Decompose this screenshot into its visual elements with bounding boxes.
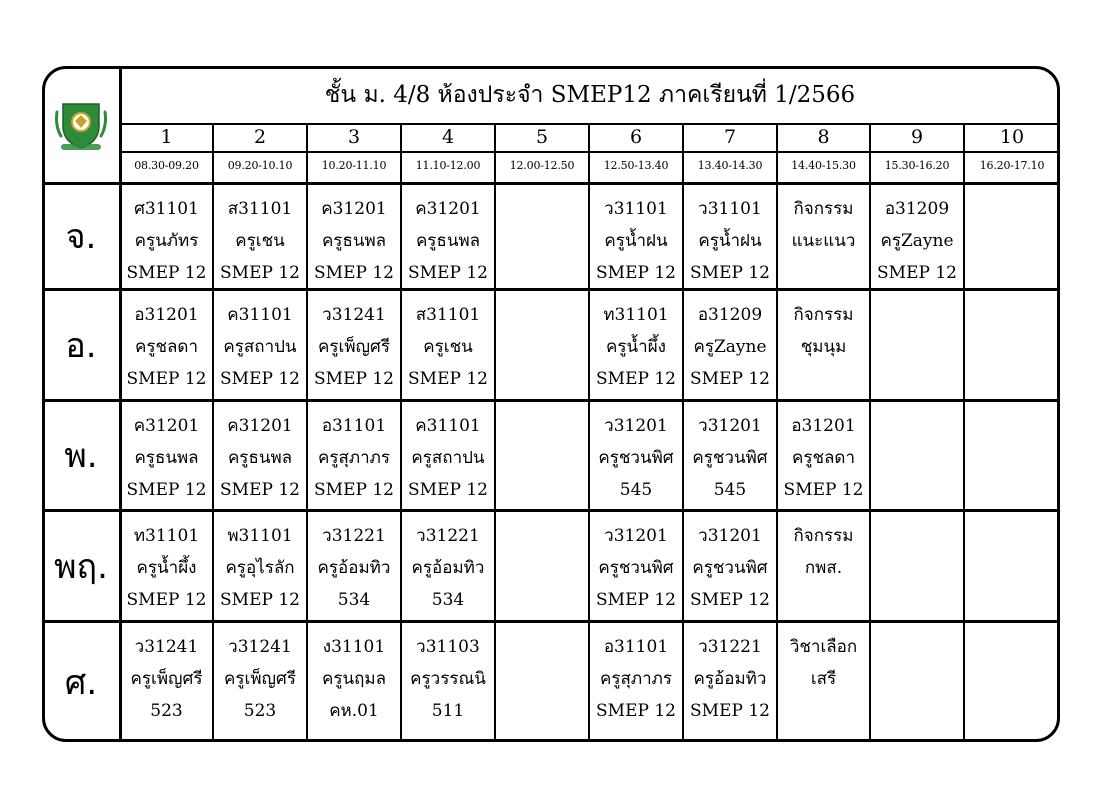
room-label: 523 [243,701,277,721]
room-label: SMEP 12 [220,590,300,610]
teacher-name: ครูอุไรลัก [225,558,295,578]
period-number: 10 [999,126,1025,148]
grid-hline [42,182,1060,185]
schedule-cell [213,510,307,621]
room-label: SMEP 12 [690,590,770,610]
schedule-cell [401,621,495,742]
grid-vline [306,124,308,742]
schedule-cell [495,289,589,400]
period-time: 14.40-15.30 [791,159,856,172]
period-number: 2 [253,126,267,148]
subject-code: ค31101 [227,305,293,325]
grid-vline [119,66,122,742]
schedule-cell [307,289,401,400]
grid-hline [120,151,1060,153]
period-number: 4 [441,126,455,148]
period-number: 8 [817,126,830,148]
schedule-cell [589,289,683,400]
schedule-cell [683,400,777,510]
room-label: SMEP 12 [690,369,770,389]
period-number: 7 [723,126,737,148]
day-label: พฤ. [54,546,108,587]
teacher-name: ครูZayne [693,337,767,357]
schedule-cell [495,400,589,510]
schedule-cell [401,400,495,510]
subject-code: อ31201 [134,305,199,325]
schedule-cell [307,183,401,289]
room-label: SMEP 12 [220,480,300,500]
schedule-cell [777,510,870,621]
subject-code: ว31101 [698,199,762,219]
room-label: SMEP 12 [126,590,207,610]
schedule-cell [401,510,495,621]
page-title: ชั้น ม. 4/8 ห้องประจำ SMEP12 ภาคเรียนที่ 1/2566 [324,82,856,108]
schedule-cell [683,289,777,400]
room-label: SMEP 12 [408,369,488,389]
period-time: 16.20-17.10 [979,159,1045,172]
period-number: 6 [629,126,643,148]
day-label: พ. [64,436,98,476]
schedule-cell [589,621,683,742]
schedule-cell [964,289,1060,400]
teacher-name: ครูธนพล [321,231,387,251]
schedule-cell [683,621,777,742]
period-time: 15.30-16.20 [884,159,950,172]
schedule-cell [777,183,870,289]
teacher-name: ครูเพ็ญศรี [318,337,390,357]
logo-cell [42,66,120,183]
subject-code: ว31201 [698,526,762,546]
teacher-name: ครูนภัทร [134,231,199,251]
schedule-cell [683,510,777,621]
timetable [42,66,1060,742]
room-label: คห.01 [329,701,379,721]
grid-vline [588,124,590,742]
subject-code: วิชาเลือก [789,637,858,657]
subject-code: อ31101 [321,416,387,436]
day-label: จ. [65,217,97,257]
room-label: SMEP 12 [690,701,770,721]
subject-code: ท31101 [133,526,200,546]
teacher-name: ครูZayne [880,231,954,251]
teacher-name: ครูชลดา [134,337,199,357]
day-label: ศ. [64,662,98,703]
room-label: SMEP 12 [596,701,676,721]
subject-code: ค31201 [133,416,200,436]
subject-code: ว31201 [698,416,762,436]
teacher-name: ครูชวนพิศ [692,558,768,578]
schedule-cell [120,400,213,510]
room-label: SMEP 12 [596,590,676,610]
schedule-cell [589,400,683,510]
subject-code: ว31241 [134,637,199,657]
room-label: SMEP 12 [783,480,864,500]
grid-hline [42,509,1060,512]
teacher-name: ครูอ้อมทิว [317,558,391,578]
subject-code: ว31221 [416,526,480,546]
room-label: 545 [619,480,653,500]
teacher-name: ครูสถาปน [223,337,297,357]
room-label: SMEP 12 [877,263,957,283]
schedule-cell [120,510,213,621]
period-time: 12.50-13.40 [603,159,669,172]
teacher-name: ครูน้ำฝน [698,231,762,251]
subject-code: ว31103 [416,637,480,657]
subject-code: กิจกรรม [793,305,854,325]
period-time: 08.30-09.20 [134,159,199,172]
subject-code: อ31209 [884,199,950,219]
period-time: 11.10-12.00 [415,159,481,172]
teacher-name: ครูน้ำฝน [604,231,668,251]
schedule-cell [495,621,589,742]
teacher-name: ครูวรรณนิ [410,669,486,689]
schedule-cell [120,289,213,400]
subject-code: ส31101 [227,199,293,219]
teacher-name: ครูธนพล [227,448,293,468]
schedule-cell [401,289,495,400]
subject-code: ค31201 [415,199,481,219]
period-time: 09.20-10.10 [227,159,293,172]
teacher-name: ครูชวนพิศ [598,448,674,468]
room-label: SMEP 12 [596,369,676,389]
schedule-cell [870,183,964,289]
subject-code: ศ31101 [134,199,199,219]
period-number: 3 [347,126,361,148]
teacher-name: ครูนฤมล [321,669,387,689]
teacher-name: กพส. [804,558,843,578]
teacher-name: ชุมนุม [800,337,847,357]
schedule-cell [213,183,307,289]
subject-code: ง31101 [322,637,386,657]
subject-code: ว31201 [604,526,668,546]
period-time: 12.00-12.50 [509,159,575,172]
teacher-name: ครูเชน [423,337,473,357]
subject-code: ว31221 [322,526,386,546]
room-label: 545 [713,480,747,500]
subject-code: ว31241 [228,637,292,657]
teacher-name: ครูเพ็ญศรี [130,669,203,689]
grid-vline [212,124,214,742]
subject-code: กิจกรรม [793,526,854,546]
grid-vline [682,124,684,742]
grid-vline [400,124,402,742]
teacher-name: ครูธนพล [134,448,199,468]
teacher-name: ครูอ้อมทิว [693,669,767,689]
teacher-name: ครูเชน [235,231,285,251]
room-label: SMEP 12 [690,263,770,283]
period-number: 5 [535,126,549,148]
schedule-cell [213,400,307,510]
schedule-cell [213,289,307,400]
grid-vline [963,124,965,742]
room-label: SMEP 12 [408,480,488,500]
room-label: SMEP 12 [314,480,394,500]
room-label: 511 [431,701,465,721]
teacher-name: ครูชวนพิศ [598,558,674,578]
schedule-cell [964,400,1060,510]
teacher-name: ครูอ้อมทิว [411,558,485,578]
schedule-cell [870,400,964,510]
teacher-name: ครูธนพล [415,231,481,251]
schedule-cell [307,621,401,742]
day-label: อ. [65,325,97,366]
teacher-name: ครูน้ำผึ้ง [136,558,197,578]
subject-code: ค31101 [415,416,481,436]
period-time: 10.20-11.10 [321,159,387,172]
schedule-cell [870,289,964,400]
room-label: SMEP 12 [220,369,300,389]
schedule-cell [870,510,964,621]
room-label: SMEP 12 [314,263,394,283]
period-number: 1 [160,126,173,148]
subject-code: อ31201 [791,416,856,436]
grid-hline [42,399,1060,402]
teacher-name: ครูสุภาภร [318,448,390,468]
subject-code: ว31101 [604,199,668,219]
subject-code: ท31101 [603,305,669,325]
teacher-name: ครูชลดา [791,448,856,468]
room-label: 523 [150,701,183,721]
room-label: SMEP 12 [126,480,207,500]
schedule-cell [495,183,589,289]
schedule-cell [870,621,964,742]
subject-code: ส31101 [415,305,481,325]
schedule-cell [589,183,683,289]
room-label: 534 [337,590,371,610]
schedule-cell [964,510,1060,621]
teacher-name: ครูน้ำผึ้ง [606,337,666,357]
subject-code: กิจกรรม [793,199,854,219]
teacher-name: ครูสถาปน [411,448,485,468]
schedule-cell [589,510,683,621]
schedule-cell [307,510,401,621]
teacher-name: แนะแนว [791,231,856,251]
schedule-cell [964,183,1060,289]
grid-hline [42,288,1060,291]
grid-hline [42,620,1060,623]
room-label: SMEP 12 [408,263,488,283]
schedule-cell [401,183,495,289]
schedule-cell [777,621,870,742]
schedule-cell [777,289,870,400]
schedule-cell [120,183,213,289]
subject-code: ว31221 [698,637,762,657]
subject-code: ค31201 [227,416,293,436]
subject-code: ว31241 [322,305,386,325]
room-label: SMEP 12 [314,369,394,389]
school-crest-icon [53,96,109,154]
room-label: 534 [431,590,465,610]
schedule-cell [777,400,870,510]
grid-vline [869,124,871,742]
schedule-cell [307,400,401,510]
period-number: 9 [910,126,924,148]
schedule-cell [964,621,1060,742]
teacher-name: ครูสุภาภร [600,669,672,689]
teacher-name: ครูชวนพิศ [692,448,768,468]
subject-code: ค31201 [321,199,387,219]
teacher-name: ครูเพ็ญศรี [224,669,296,689]
schedule-cell [683,183,777,289]
schedule-cell [213,621,307,742]
schedule-cell [495,510,589,621]
teacher-name: เสรี [810,669,837,689]
subject-code: ว31201 [604,416,668,436]
period-time: 13.40-14.30 [697,159,763,172]
room-label: SMEP 12 [220,263,300,283]
subject-code: อ31209 [697,305,763,325]
subject-code: อ31101 [603,637,669,657]
grid-hline [120,123,1060,125]
room-label: SMEP 12 [126,263,207,283]
grid-vline [776,124,778,742]
grid-vline [494,124,496,742]
schedule-cell [120,621,213,742]
room-label: SMEP 12 [126,369,207,389]
subject-code: พ31101 [227,526,293,546]
room-label: SMEP 12 [596,263,676,283]
